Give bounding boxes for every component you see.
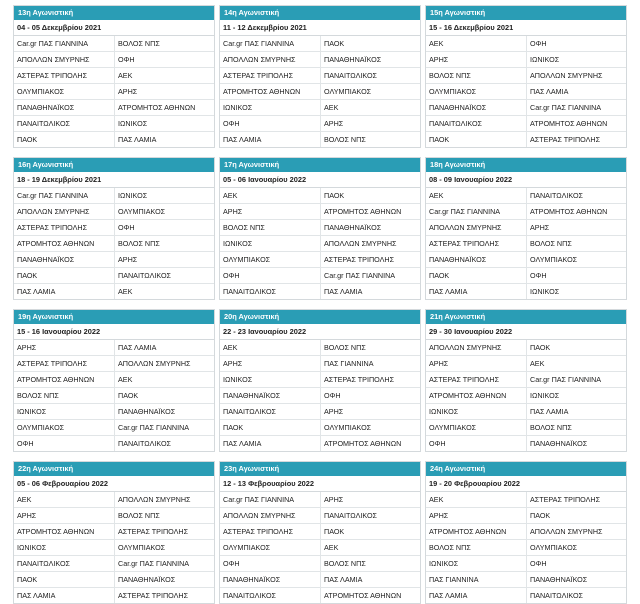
round-title: 15η Αγωνιστική xyxy=(426,6,626,20)
home-team: ΒΟΛΟΣ ΝΠΣ xyxy=(220,220,321,235)
match-row xyxy=(14,492,214,508)
home-team: ΑΕΚ xyxy=(426,492,527,507)
home-team: ΠΑΝΑΘΗΝΑΪΚΟΣ xyxy=(220,572,321,587)
away-team: ΠΑΝΑΘΗΝΑΪΚΟΣ xyxy=(530,575,588,584)
match-row xyxy=(14,556,214,572)
round-card xyxy=(219,157,421,300)
match-row xyxy=(426,572,626,588)
match-row xyxy=(426,340,626,356)
match-row xyxy=(220,524,420,540)
home-team: ΑΡΗΣ xyxy=(426,508,527,523)
away-team: ΒΟΛΟΣ ΝΠΣ xyxy=(118,511,160,520)
match-row xyxy=(426,252,626,268)
round-date: 08 - 09 Ιανουαρίου 2022 xyxy=(426,172,626,188)
match-row xyxy=(220,116,420,132)
home-team: ΠΑΣ ΛΑΜΙΑ xyxy=(14,588,115,603)
home-team: ΒΟΛΟΣ ΝΠΣ xyxy=(426,540,527,555)
home-team: ΟΦΗ xyxy=(220,268,321,283)
home-team: ΑΠΟΛΛΩΝ ΣΜΥΡΝΗΣ xyxy=(220,52,321,67)
home-team: ΟΦΗ xyxy=(14,436,115,451)
match-row xyxy=(14,268,214,284)
away-team: ΙΩΝΙΚΟΣ xyxy=(118,119,148,128)
home-team: ΠΑΟΚ xyxy=(14,572,115,587)
round-date: 12 - 13 Φεβρουαρίου 2022 xyxy=(220,476,420,492)
home-team: ΠΑΣ ΛΑΜΙΑ xyxy=(426,588,527,603)
home-team: ΑΠΟΛΛΩΝ ΣΜΥΡΝΗΣ xyxy=(14,52,115,67)
match-row xyxy=(426,132,626,147)
match-row xyxy=(14,220,214,236)
away-team: ΠΑΟΚ xyxy=(324,527,345,536)
round-date: 04 - 05 Δεκεμβρίου 2021 xyxy=(14,20,214,36)
home-team: ΠΑΣ ΛΑΜΙΑ xyxy=(220,436,321,451)
round-title: 19η Αγωνιστική xyxy=(14,310,214,324)
away-team: ΑΠΟΛΛΩΝ ΣΜΥΡΝΗΣ xyxy=(530,527,603,536)
away-team: ΠΑΝΑΙΤΩΛΙΚΟΣ xyxy=(530,591,584,600)
round-card xyxy=(13,5,215,148)
match-row xyxy=(426,524,626,540)
home-team: ΑΠΟΛΛΩΝ ΣΜΥΡΝΗΣ xyxy=(426,220,527,235)
away-team: ΑΤΡΟΜΗΤΟΣ ΑΘΗΝΩΝ xyxy=(118,103,196,112)
home-team: ΟΦΗ xyxy=(426,436,527,451)
away-team: Car.gr ΠΑΣ ΓΙΑΝΝΙΝΑ xyxy=(530,103,602,112)
match-row xyxy=(426,420,626,436)
round-card xyxy=(219,5,421,148)
home-team: ΠΑΝΑΘΗΝΑΪΚΟΣ xyxy=(14,252,115,267)
home-team: ΒΟΛΟΣ ΝΠΣ xyxy=(14,388,115,403)
away-team: ΠΑΟΚ xyxy=(324,191,345,200)
match-row xyxy=(220,220,420,236)
away-team: ΑΤΡΟΜΗΤΟΣ ΑΘΗΝΩΝ xyxy=(530,119,608,128)
match-row xyxy=(220,492,420,508)
match-row xyxy=(14,524,214,540)
away-team: ΠΑΣ ΛΑΜΙΑ xyxy=(530,407,569,416)
match-row xyxy=(426,372,626,388)
away-team: ΑΠΟΛΛΩΝ ΣΜΥΡΝΗΣ xyxy=(118,495,191,504)
match-row xyxy=(14,36,214,52)
home-team: ΑΤΡΟΜΗΤΟΣ ΑΘΗΝΩΝ xyxy=(426,388,527,403)
away-team: ΑΣΤΕΡΑΣ ΤΡΙΠΟΛΗΣ xyxy=(324,375,395,384)
match-row xyxy=(14,436,214,451)
away-team: ΒΟΛΟΣ ΝΠΣ xyxy=(324,559,366,568)
round-title: 17η Αγωνιστική xyxy=(220,158,420,172)
away-team: ΠΑΝΑΙΤΩΛΙΚΟΣ xyxy=(530,191,584,200)
away-team: Car.gr ΠΑΣ ΓΙΑΝΝΙΝΑ xyxy=(530,375,602,384)
match-row xyxy=(220,340,420,356)
home-team: ΑΠΟΛΛΩΝ ΣΜΥΡΝΗΣ xyxy=(220,508,321,523)
match-row xyxy=(14,236,214,252)
match-row xyxy=(220,252,420,268)
home-team: ΒΟΛΟΣ ΝΠΣ xyxy=(426,68,527,83)
away-team: ΑΡΗΣ xyxy=(324,495,344,504)
match-row xyxy=(14,252,214,268)
home-team: ΙΩΝΙΚΟΣ xyxy=(220,236,321,251)
home-team: ΟΛΥΜΠΙΑΚΟΣ xyxy=(220,252,321,267)
home-team: ΠΑΝΑΘΗΝΑΪΚΟΣ xyxy=(14,100,115,115)
home-team: ΙΩΝΙΚΟΣ xyxy=(14,404,115,419)
round-date: 05 - 06 Φεβρουαρίου 2022 xyxy=(14,476,214,492)
away-team: ΟΦΗ xyxy=(530,559,547,568)
home-team: ΑΡΗΣ xyxy=(14,508,115,523)
match-row xyxy=(220,388,420,404)
round-card xyxy=(425,461,627,604)
home-team: ΠΑΟΚ xyxy=(426,268,527,283)
match-row xyxy=(220,132,420,147)
home-team: ΙΩΝΙΚΟΣ xyxy=(426,556,527,571)
round-card xyxy=(219,461,421,604)
away-team: ΠΑΟΚ xyxy=(118,391,139,400)
home-team: ΑΣΤΕΡΑΣ ΤΡΙΠΟΛΗΣ xyxy=(220,68,321,83)
match-row xyxy=(14,508,214,524)
home-team: ΠΑΟΚ xyxy=(14,132,115,147)
round-date: 11 - 12 Δεκεμβρίου 2021 xyxy=(220,20,420,36)
home-team: Car.gr ΠΑΣ ΓΙΑΝΝΙΝΑ xyxy=(426,204,527,219)
away-team: ΠΑΟΚ xyxy=(530,343,551,352)
home-team: ΟΛΥΜΠΙΑΚΟΣ xyxy=(14,420,115,435)
away-team: ΑΠΟΛΛΩΝ ΣΜΥΡΝΗΣ xyxy=(530,71,603,80)
home-team: ΑΡΗΣ xyxy=(426,356,527,371)
fixtures-grid xyxy=(13,5,627,604)
home-team: ΑΤΡΟΜΗΤΟΣ ΑΘΗΝΩΝ xyxy=(14,236,115,251)
round-card xyxy=(13,461,215,604)
away-team: ΑΕΚ xyxy=(118,71,133,80)
home-team: ΑΕΚ xyxy=(220,340,321,355)
match-row xyxy=(426,100,626,116)
away-team: ΑΠΟΛΛΩΝ ΣΜΥΡΝΗΣ xyxy=(324,239,397,248)
away-team: ΠΑΝΑΘΗΝΑΪΚΟΣ xyxy=(530,439,588,448)
match-row xyxy=(426,268,626,284)
match-row xyxy=(220,188,420,204)
match-row xyxy=(14,204,214,220)
home-team: ΟΛΥΜΠΙΑΚΟΣ xyxy=(426,420,527,435)
away-team: ΙΩΝΙΚΟΣ xyxy=(530,55,560,64)
match-row xyxy=(14,52,214,68)
away-team: ΙΩΝΙΚΟΣ xyxy=(118,191,148,200)
home-team: ΟΦΗ xyxy=(220,556,321,571)
match-row xyxy=(220,572,420,588)
away-team: ΒΟΛΟΣ ΝΠΣ xyxy=(530,423,572,432)
home-team: ΠΑΣ ΛΑΜΙΑ xyxy=(426,284,527,299)
home-team: ΑΣΤΕΡΑΣ ΤΡΙΠΟΛΗΣ xyxy=(426,236,527,251)
round-date: 05 - 06 Ιανουαρίου 2022 xyxy=(220,172,420,188)
away-team: ΑΡΗΣ xyxy=(530,223,550,232)
home-team: Car.gr ΠΑΣ ΓΙΑΝΝΙΝΑ xyxy=(14,36,115,51)
away-team: ΠΑΝΑΘΗΝΑΪΚΟΣ xyxy=(118,575,176,584)
round-title: 24η Αγωνιστική xyxy=(426,462,626,476)
round-title: 13η Αγωνιστική xyxy=(14,6,214,20)
away-team: ΟΦΗ xyxy=(530,39,547,48)
round-title: 23η Αγωνιστική xyxy=(220,462,420,476)
home-team: ΑΕΚ xyxy=(426,188,527,203)
home-team: ΑΕΚ xyxy=(14,492,115,507)
away-team: ΑΤΡΟΜΗΤΟΣ ΑΘΗΝΩΝ xyxy=(324,207,402,216)
home-team: ΑΣΤΕΡΑΣ ΤΡΙΠΟΛΗΣ xyxy=(14,356,115,371)
away-team: ΠΑΝΑΘΗΝΑΪΚΟΣ xyxy=(324,223,382,232)
match-row xyxy=(220,52,420,68)
away-team: ΠΑΣ ΛΑΜΙΑ xyxy=(118,135,157,144)
home-team: ΑΤΡΟΜΗΤΟΣ ΑΘΗΝΩΝ xyxy=(14,524,115,539)
home-team: ΟΦΗ xyxy=(220,116,321,131)
round-date: 19 - 20 Φεβρουαρίου 2022 xyxy=(426,476,626,492)
home-team: ΠΑΝΑΘΗΝΑΪΚΟΣ xyxy=(426,252,527,267)
match-row xyxy=(14,100,214,116)
away-team: ΑΤΡΟΜΗΤΟΣ ΑΘΗΝΩΝ xyxy=(324,591,402,600)
match-row xyxy=(220,556,420,572)
match-row xyxy=(220,204,420,220)
match-row xyxy=(14,572,214,588)
match-row xyxy=(14,388,214,404)
home-team: ΟΛΥΜΠΙΑΚΟΣ xyxy=(14,84,115,99)
away-team: ΑΡΗΣ xyxy=(324,407,344,416)
home-team: ΑΕΚ xyxy=(220,188,321,203)
home-team: ΑΡΗΣ xyxy=(426,52,527,67)
away-team: ΠΑΣ ΛΑΜΙΑ xyxy=(118,343,157,352)
away-team: ΟΛΥΜΠΙΑΚΟΣ xyxy=(324,87,372,96)
round-card xyxy=(13,157,215,300)
away-team: ΑΕΚ xyxy=(530,359,545,368)
match-row xyxy=(220,100,420,116)
away-team: ΟΛΥΜΠΙΑΚΟΣ xyxy=(530,255,578,264)
away-team: ΠΑΝΑΙΤΩΛΙΚΟΣ xyxy=(118,439,172,448)
round-date: 15 - 16 Δεκεμβρίου 2021 xyxy=(426,20,626,36)
match-row xyxy=(14,188,214,204)
round-date: 18 - 19 Δεκεμβρίου 2021 xyxy=(14,172,214,188)
match-row xyxy=(14,340,214,356)
home-team: ΠΑΝΑΙΤΩΛΙΚΟΣ xyxy=(220,404,321,419)
match-row xyxy=(426,540,626,556)
home-team: Car.gr ΠΑΣ ΓΙΑΝΝΙΝΑ xyxy=(14,188,115,203)
home-team: Car.gr ΠΑΣ ΓΙΑΝΝΙΝΑ xyxy=(220,492,321,507)
away-team: ΑΤΡΟΜΗΤΟΣ ΑΘΗΝΩΝ xyxy=(530,207,608,216)
home-team: ΙΩΝΙΚΟΣ xyxy=(426,404,527,419)
away-team: ΒΟΛΟΣ ΝΠΣ xyxy=(530,239,572,248)
home-team: ΟΛΥΜΠΙΑΚΟΣ xyxy=(220,540,321,555)
match-row xyxy=(220,540,420,556)
home-team: ΠΑΝΑΙΤΩΛΙΚΟΣ xyxy=(14,556,115,571)
round-title: 20η Αγωνιστική xyxy=(220,310,420,324)
away-team: ΑΕΚ xyxy=(118,287,133,296)
match-row xyxy=(14,540,214,556)
home-team: ΙΩΝΙΚΟΣ xyxy=(220,100,321,115)
away-team: ΑΣΤΕΡΑΣ ΤΡΙΠΟΛΗΣ xyxy=(324,255,395,264)
round-date: 15 - 16 Ιανουαρίου 2022 xyxy=(14,324,214,340)
match-row xyxy=(14,132,214,147)
away-team: ΟΦΗ xyxy=(530,271,547,280)
home-team: ΑΡΗΣ xyxy=(220,204,321,219)
away-team: ΠΑΣ ΛΑΜΙΑ xyxy=(324,287,363,296)
match-row xyxy=(426,508,626,524)
away-team: ΑΣΤΕΡΑΣ ΤΡΙΠΟΛΗΣ xyxy=(530,495,601,504)
home-team: ΑΣΤΕΡΑΣ ΤΡΙΠΟΛΗΣ xyxy=(426,372,527,387)
match-row xyxy=(426,188,626,204)
match-row xyxy=(426,52,626,68)
match-row xyxy=(426,436,626,451)
home-team: ΑΣΤΕΡΑΣ ΤΡΙΠΟΛΗΣ xyxy=(14,68,115,83)
away-team: ΠΑΝΑΘΗΝΑΪΚΟΣ xyxy=(118,407,176,416)
match-row xyxy=(220,236,420,252)
match-row xyxy=(220,508,420,524)
home-team: ΠΑΣ ΓΙΑΝΝΙΝΑ xyxy=(426,572,527,587)
match-row xyxy=(14,84,214,100)
home-team: ΙΩΝΙΚΟΣ xyxy=(14,540,115,555)
away-team: ΠΑΝΑΘΗΝΑΪΚΟΣ xyxy=(324,55,382,64)
match-row xyxy=(14,116,214,132)
match-row xyxy=(426,492,626,508)
away-team: ΒΟΛΟΣ ΝΠΣ xyxy=(324,135,366,144)
home-team: ΠΑΣ ΛΑΜΙΑ xyxy=(220,132,321,147)
away-team: ΒΟΛΟΣ ΝΠΣ xyxy=(118,39,160,48)
away-team: ΠΑΝΑΙΤΩΛΙΚΟΣ xyxy=(324,511,378,520)
away-team: ΙΩΝΙΚΟΣ xyxy=(530,391,560,400)
match-row xyxy=(426,68,626,84)
match-row xyxy=(220,356,420,372)
home-team: ΑΤΡΟΜΗΤΟΣ ΑΘΗΝΩΝ xyxy=(220,84,321,99)
away-team: Car.gr ΠΑΣ ΓΙΑΝΝΙΝΑ xyxy=(118,423,190,432)
away-team: Car.gr ΠΑΣ ΓΙΑΝΝΙΝΑ xyxy=(118,559,190,568)
home-team: ΑΕΚ xyxy=(426,36,527,51)
match-row xyxy=(220,268,420,284)
away-team: ΑΤΡΟΜΗΤΟΣ ΑΘΗΝΩΝ xyxy=(324,439,402,448)
away-team: ΑΕΚ xyxy=(324,543,339,552)
round-title: 18η Αγωνιστική xyxy=(426,158,626,172)
match-row xyxy=(426,220,626,236)
home-team: ΑΣΤΕΡΑΣ ΤΡΙΠΟΛΗΣ xyxy=(220,524,321,539)
away-team: ΠΑΣ ΛΑΜΙΑ xyxy=(530,87,569,96)
round-date: 22 - 23 Ιανουαρίου 2022 xyxy=(220,324,420,340)
away-team: ΑΣΤΕΡΑΣ ΤΡΙΠΟΛΗΣ xyxy=(118,591,189,600)
match-row xyxy=(426,404,626,420)
home-team: ΠΑΣ ΛΑΜΙΑ xyxy=(14,284,115,299)
home-team: ΟΛΥΜΠΙΑΚΟΣ xyxy=(426,84,527,99)
away-team: ΑΕΚ xyxy=(324,103,339,112)
round-card xyxy=(425,5,627,148)
away-team: ΠΑΟΚ xyxy=(530,511,551,520)
match-row xyxy=(426,556,626,572)
match-row xyxy=(426,588,626,603)
round-card xyxy=(13,309,215,452)
home-team: ΠΑΟΚ xyxy=(220,420,321,435)
match-row xyxy=(220,588,420,603)
away-team: ΠΑΝΑΙΤΩΛΙΚΟΣ xyxy=(324,71,378,80)
away-team: ΟΛΥΜΠΙΑΚΟΣ xyxy=(118,207,166,216)
away-team: Car.gr ΠΑΣ ΓΙΑΝΝΙΝΑ xyxy=(324,271,396,280)
match-row xyxy=(220,284,420,299)
away-team: ΟΦΗ xyxy=(118,55,135,64)
away-team: ΠΑΝΑΙΤΩΛΙΚΟΣ xyxy=(118,271,172,280)
home-team: ΠΑΝΑΙΤΩΛΙΚΟΣ xyxy=(14,116,115,131)
match-row xyxy=(220,372,420,388)
match-row xyxy=(220,420,420,436)
away-team: ΑΡΗΣ xyxy=(118,87,138,96)
home-team: ΑΤΡΟΜΗΤΟΣ ΑΘΗΝΩΝ xyxy=(14,372,115,387)
home-team: ΑΠΟΛΛΩΝ ΣΜΥΡΝΗΣ xyxy=(426,340,527,355)
home-team: ΑΡΗΣ xyxy=(220,356,321,371)
home-team: ΠΑΝΑΘΗΝΑΪΚΟΣ xyxy=(426,100,527,115)
match-row xyxy=(426,284,626,299)
match-row xyxy=(14,404,214,420)
match-row xyxy=(426,116,626,132)
home-team: ΠΑΟΚ xyxy=(14,268,115,283)
match-row xyxy=(220,404,420,420)
home-team: ΑΤΡΟΜΗΤΟΣ ΑΘΗΝΩΝ xyxy=(426,524,527,539)
home-team: ΠΑΝΑΙΤΩΛΙΚΟΣ xyxy=(220,588,321,603)
match-row xyxy=(220,68,420,84)
match-row xyxy=(426,36,626,52)
round-card xyxy=(425,309,627,452)
round-title: 21η Αγωνιστική xyxy=(426,310,626,324)
match-row xyxy=(426,236,626,252)
match-row xyxy=(426,356,626,372)
match-row xyxy=(220,436,420,451)
match-row xyxy=(220,36,420,52)
match-row xyxy=(426,204,626,220)
match-row xyxy=(14,372,214,388)
away-team: ΒΟΛΟΣ ΝΠΣ xyxy=(324,343,366,352)
away-team: ΠΑΟΚ xyxy=(324,39,345,48)
round-date: 29 - 30 Ιανουαρίου 2022 xyxy=(426,324,626,340)
away-team: ΑΣΤΕΡΑΣ ΤΡΙΠΟΛΗΣ xyxy=(118,527,189,536)
home-team: ΑΡΗΣ xyxy=(14,340,115,355)
round-title: 14η Αγωνιστική xyxy=(220,6,420,20)
match-row xyxy=(220,84,420,100)
match-row xyxy=(14,420,214,436)
away-team: ΟΦΗ xyxy=(324,391,341,400)
away-team: ΟΦΗ xyxy=(118,223,135,232)
away-team: ΑΠΟΛΛΩΝ ΣΜΥΡΝΗΣ xyxy=(118,359,191,368)
away-team: ΑΕΚ xyxy=(118,375,133,384)
home-team: ΠΑΝΑΙΤΩΛΙΚΟΣ xyxy=(426,116,527,131)
round-card xyxy=(425,157,627,300)
home-team: ΑΣΤΕΡΑΣ ΤΡΙΠΟΛΗΣ xyxy=(14,220,115,235)
away-team: ΙΩΝΙΚΟΣ xyxy=(530,287,560,296)
round-title: 16η Αγωνιστική xyxy=(14,158,214,172)
home-team: ΠΑΝΑΘΗΝΑΪΚΟΣ xyxy=(220,388,321,403)
home-team: ΠΑΝΑΙΤΩΛΙΚΟΣ xyxy=(220,284,321,299)
away-team: ΑΣΤΕΡΑΣ ΤΡΙΠΟΛΗΣ xyxy=(530,135,601,144)
away-team: ΟΛΥΜΠΙΑΚΟΣ xyxy=(530,543,578,552)
home-team: Car.gr ΠΑΣ ΓΙΑΝΝΙΝΑ xyxy=(220,36,321,51)
away-team: ΠΑΣ ΛΑΜΙΑ xyxy=(324,575,363,584)
round-card xyxy=(219,309,421,452)
match-row xyxy=(426,388,626,404)
away-team: ΑΡΗΣ xyxy=(118,255,138,264)
round-title: 22η Αγωνιστική xyxy=(14,462,214,476)
home-team: ΑΠΟΛΛΩΝ ΣΜΥΡΝΗΣ xyxy=(14,204,115,219)
match-row xyxy=(14,68,214,84)
match-row xyxy=(14,284,214,299)
home-team: ΙΩΝΙΚΟΣ xyxy=(220,372,321,387)
match-row xyxy=(14,356,214,372)
away-team: ΠΑΣ ΓΙΑΝΝΙΝΑ xyxy=(324,359,374,368)
away-team: ΟΛΥΜΠΙΑΚΟΣ xyxy=(324,423,372,432)
away-team: ΑΡΗΣ xyxy=(324,119,344,128)
home-team: ΠΑΟΚ xyxy=(426,132,527,147)
away-team: ΟΛΥΜΠΙΑΚΟΣ xyxy=(118,543,166,552)
away-team: ΒΟΛΟΣ ΝΠΣ xyxy=(118,239,160,248)
match-row xyxy=(426,84,626,100)
match-row xyxy=(14,588,214,603)
